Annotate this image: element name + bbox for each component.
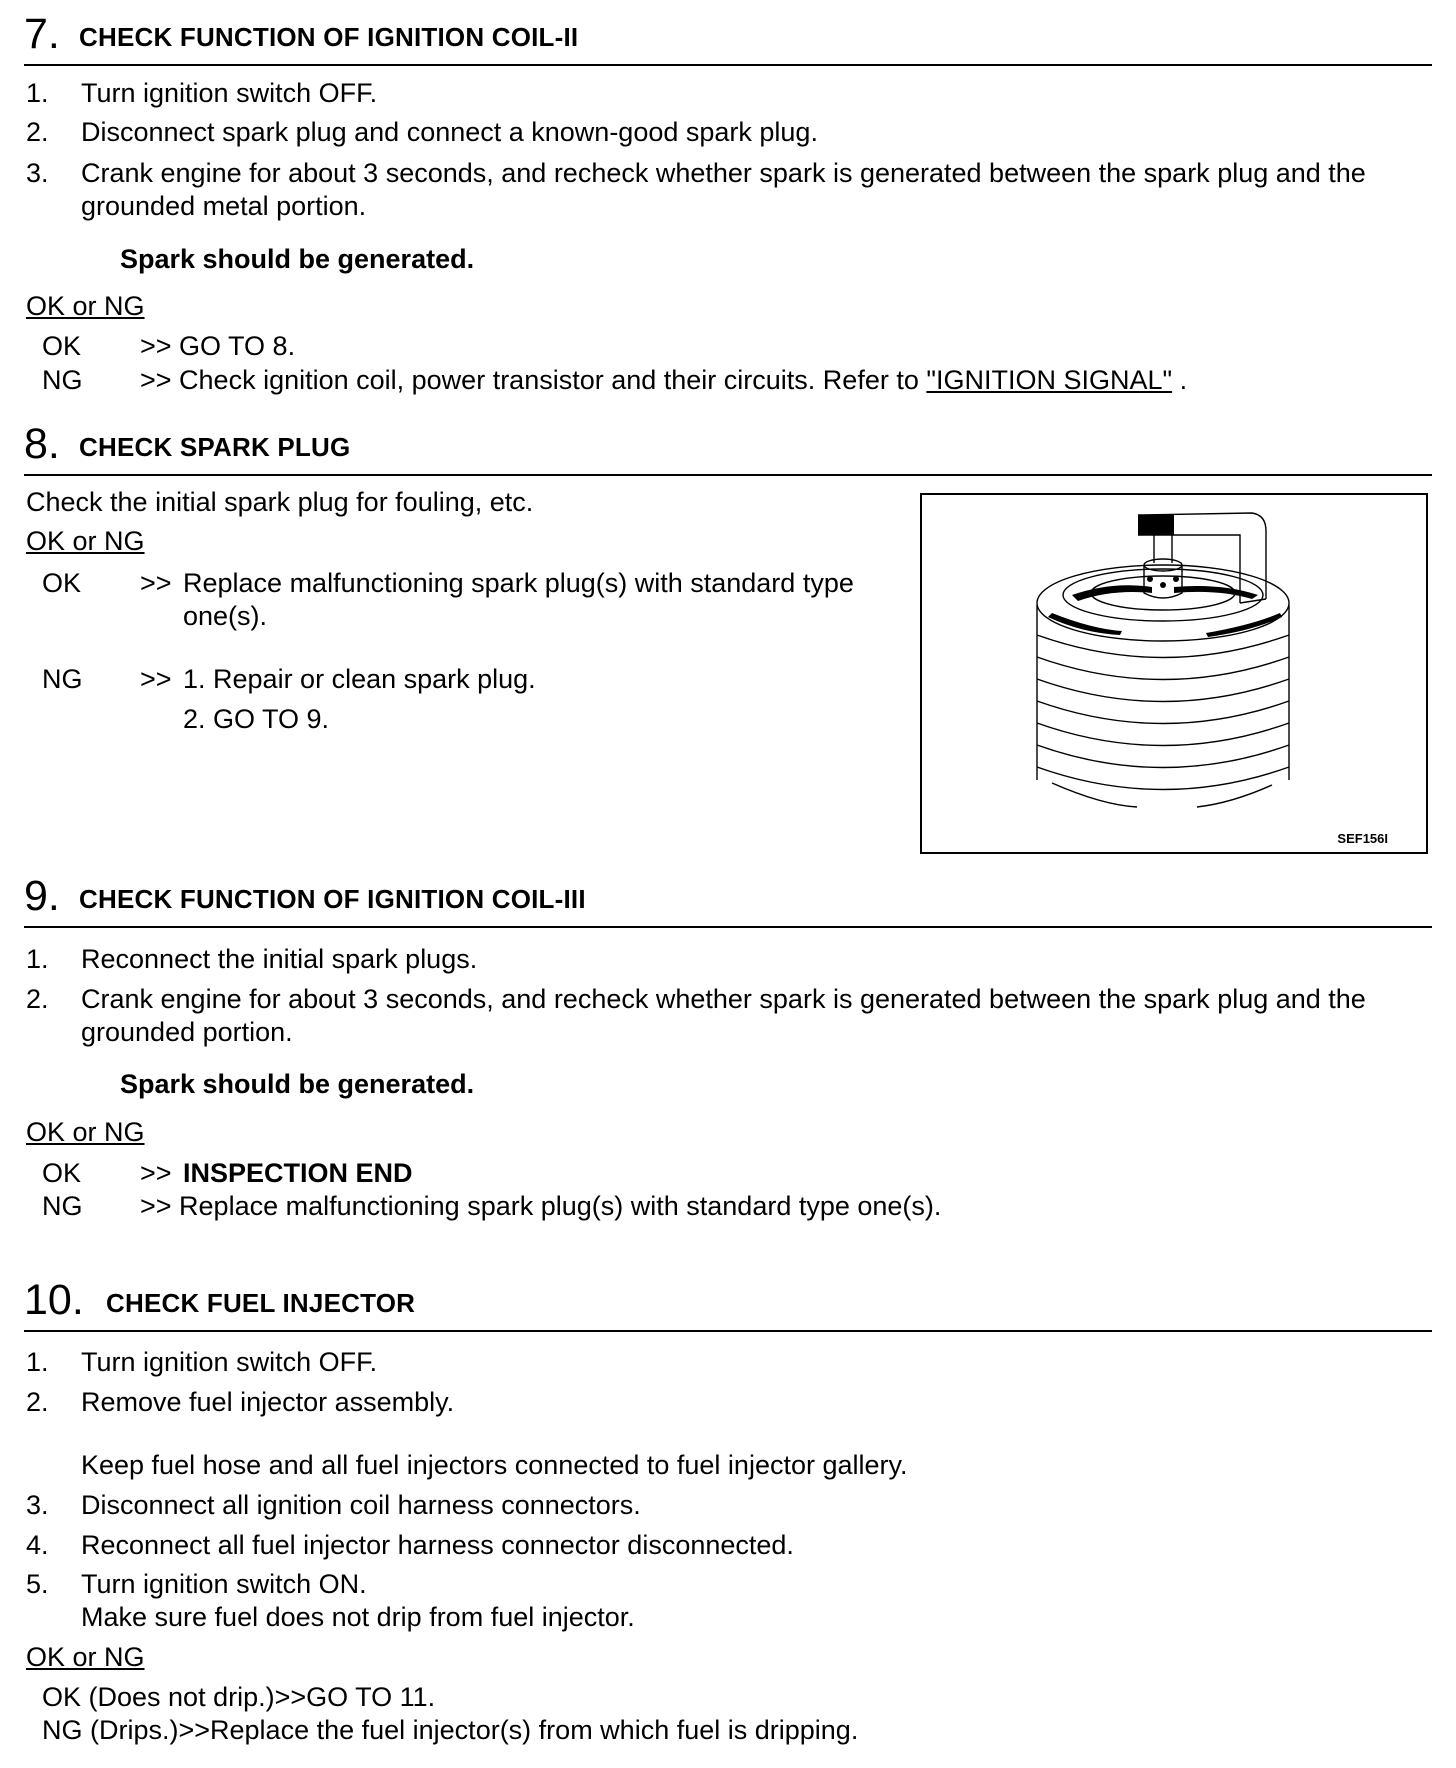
step-number: 2. — [26, 1387, 49, 1417]
step-text: Turn ignition switch OFF. — [81, 78, 378, 108]
ng-action-text: >> Check ignition coil, power transistor and their circuits. Refer to — [140, 365, 919, 395]
ng-action-tail: . — [1179, 365, 1188, 395]
ng-action: 1. Repair or clean spark plug. — [183, 664, 536, 694]
ok-label: OK — [42, 1158, 82, 1188]
step-number: 1. — [26, 78, 49, 108]
expected-result: Spark should be generated. — [120, 244, 475, 274]
step-text: Crank engine for about 3 seconds, and recheck whether spark is generated between the spark plug and the grounded metal portion. — [81, 158, 1366, 221]
section-9-header — [24, 870, 1432, 928]
ok-or-ng-heading: OK or NG — [26, 1117, 145, 1147]
ng-result — [42, 663, 536, 696]
section-8-header — [24, 418, 1432, 476]
step-text: Reconnect all fuel injector harness connector disconnected. — [81, 1530, 794, 1560]
step-text: Remove fuel injector assembly. — [81, 1387, 455, 1417]
ignition-signal-link[interactable]: "IGNITION SIGNAL" — [926, 365, 1173, 395]
section-number: 9. — [24, 872, 60, 920]
ng-label: NG — [42, 365, 83, 395]
step-text: Reconnect the initial spark plugs. — [81, 944, 478, 974]
expected-result: Spark should be generated. — [120, 1069, 475, 1099]
section-title: CHECK SPARK PLUG — [79, 432, 351, 462]
step-number: 3. — [26, 158, 49, 188]
result-arrow: >> — [140, 568, 172, 598]
result-arrow: >> — [140, 1158, 172, 1188]
ok-action: >> GO TO 8. — [140, 331, 296, 361]
step-number: 4. — [26, 1530, 49, 1560]
ok-or-ng-heading: OK or NG — [26, 291, 145, 321]
ok-action: INSPECTION END — [183, 1158, 413, 1188]
section-number: 7. — [24, 10, 60, 58]
section-title: CHECK FUEL INJECTOR — [106, 1288, 416, 1318]
ok-result — [42, 1157, 413, 1190]
section-7-header — [24, 8, 1432, 66]
step-text: Turn ignition switch ON. — [81, 1569, 367, 1599]
ng-action-continued: 2. GO TO 9. — [183, 704, 330, 734]
step-text: Disconnect spark plug and connect a known-good spark plug. — [81, 117, 818, 147]
ng-label: NG — [42, 1191, 83, 1221]
ok-result: OK (Does not drip.)>>GO TO 11. — [42, 1682, 436, 1712]
step-number: 1. — [26, 944, 49, 974]
step-number: 5. — [26, 1569, 49, 1599]
ok-or-ng-heading: OK or NG — [26, 526, 145, 556]
ok-action-continued: one(s). — [183, 601, 268, 631]
step-text: Disconnect all ignition coil harness connectors. — [81, 1490, 641, 1520]
figure-id: SEF156I — [1337, 831, 1388, 846]
step-number: 2. — [26, 984, 49, 1014]
ok-label: OK — [42, 331, 82, 361]
step-sub-text: Make sure fuel does not drip from fuel injector. — [81, 1602, 635, 1632]
ng-action — [140, 364, 1187, 397]
section-10-header — [24, 1274, 1432, 1332]
step-note: Keep fuel hose and all fuel injectors connected to fuel injector gallery. — [81, 1450, 908, 1480]
section-title: CHECK FUNCTION OF IGNITION COIL-II — [79, 22, 579, 52]
ok-result — [42, 330, 296, 363]
ng-result — [42, 364, 1188, 397]
ok-or-ng-heading: OK or NG — [26, 1642, 145, 1672]
ng-result: NG (Drips.)>>Replace the fuel injector(s) from which fuel is dripping. — [42, 1715, 859, 1745]
step-number: 2. — [26, 117, 49, 147]
ng-label: NG — [42, 664, 83, 694]
ng-result — [42, 1190, 942, 1223]
step-text: Turn ignition switch OFF. — [81, 1347, 378, 1377]
step-text: Crank engine for about 3 seconds, and recheck whether spark is generated between the spark plug and the grounded portion. — [81, 984, 1366, 1047]
section-intro: Check the initial spark plug for fouling, etc. — [26, 487, 534, 517]
ng-action: >> Replace malfunctioning spark plug(s) with standard type one(s). — [140, 1191, 942, 1221]
step-number: 1. — [26, 1347, 49, 1377]
ok-label: OK — [42, 568, 82, 598]
section-number: 10. — [24, 1276, 84, 1324]
ok-action: Replace malfunctioning spark plug(s) with standard type — [183, 568, 854, 598]
spark-plug-figure — [920, 493, 1428, 854]
spark-plug-illustration — [922, 495, 1430, 856]
section-title: CHECK FUNCTION OF IGNITION COIL-III — [79, 884, 586, 914]
ok-result — [42, 567, 854, 600]
step-number: 3. — [26, 1490, 49, 1520]
section-number: 8. — [24, 420, 60, 468]
result-arrow: >> — [140, 664, 172, 694]
